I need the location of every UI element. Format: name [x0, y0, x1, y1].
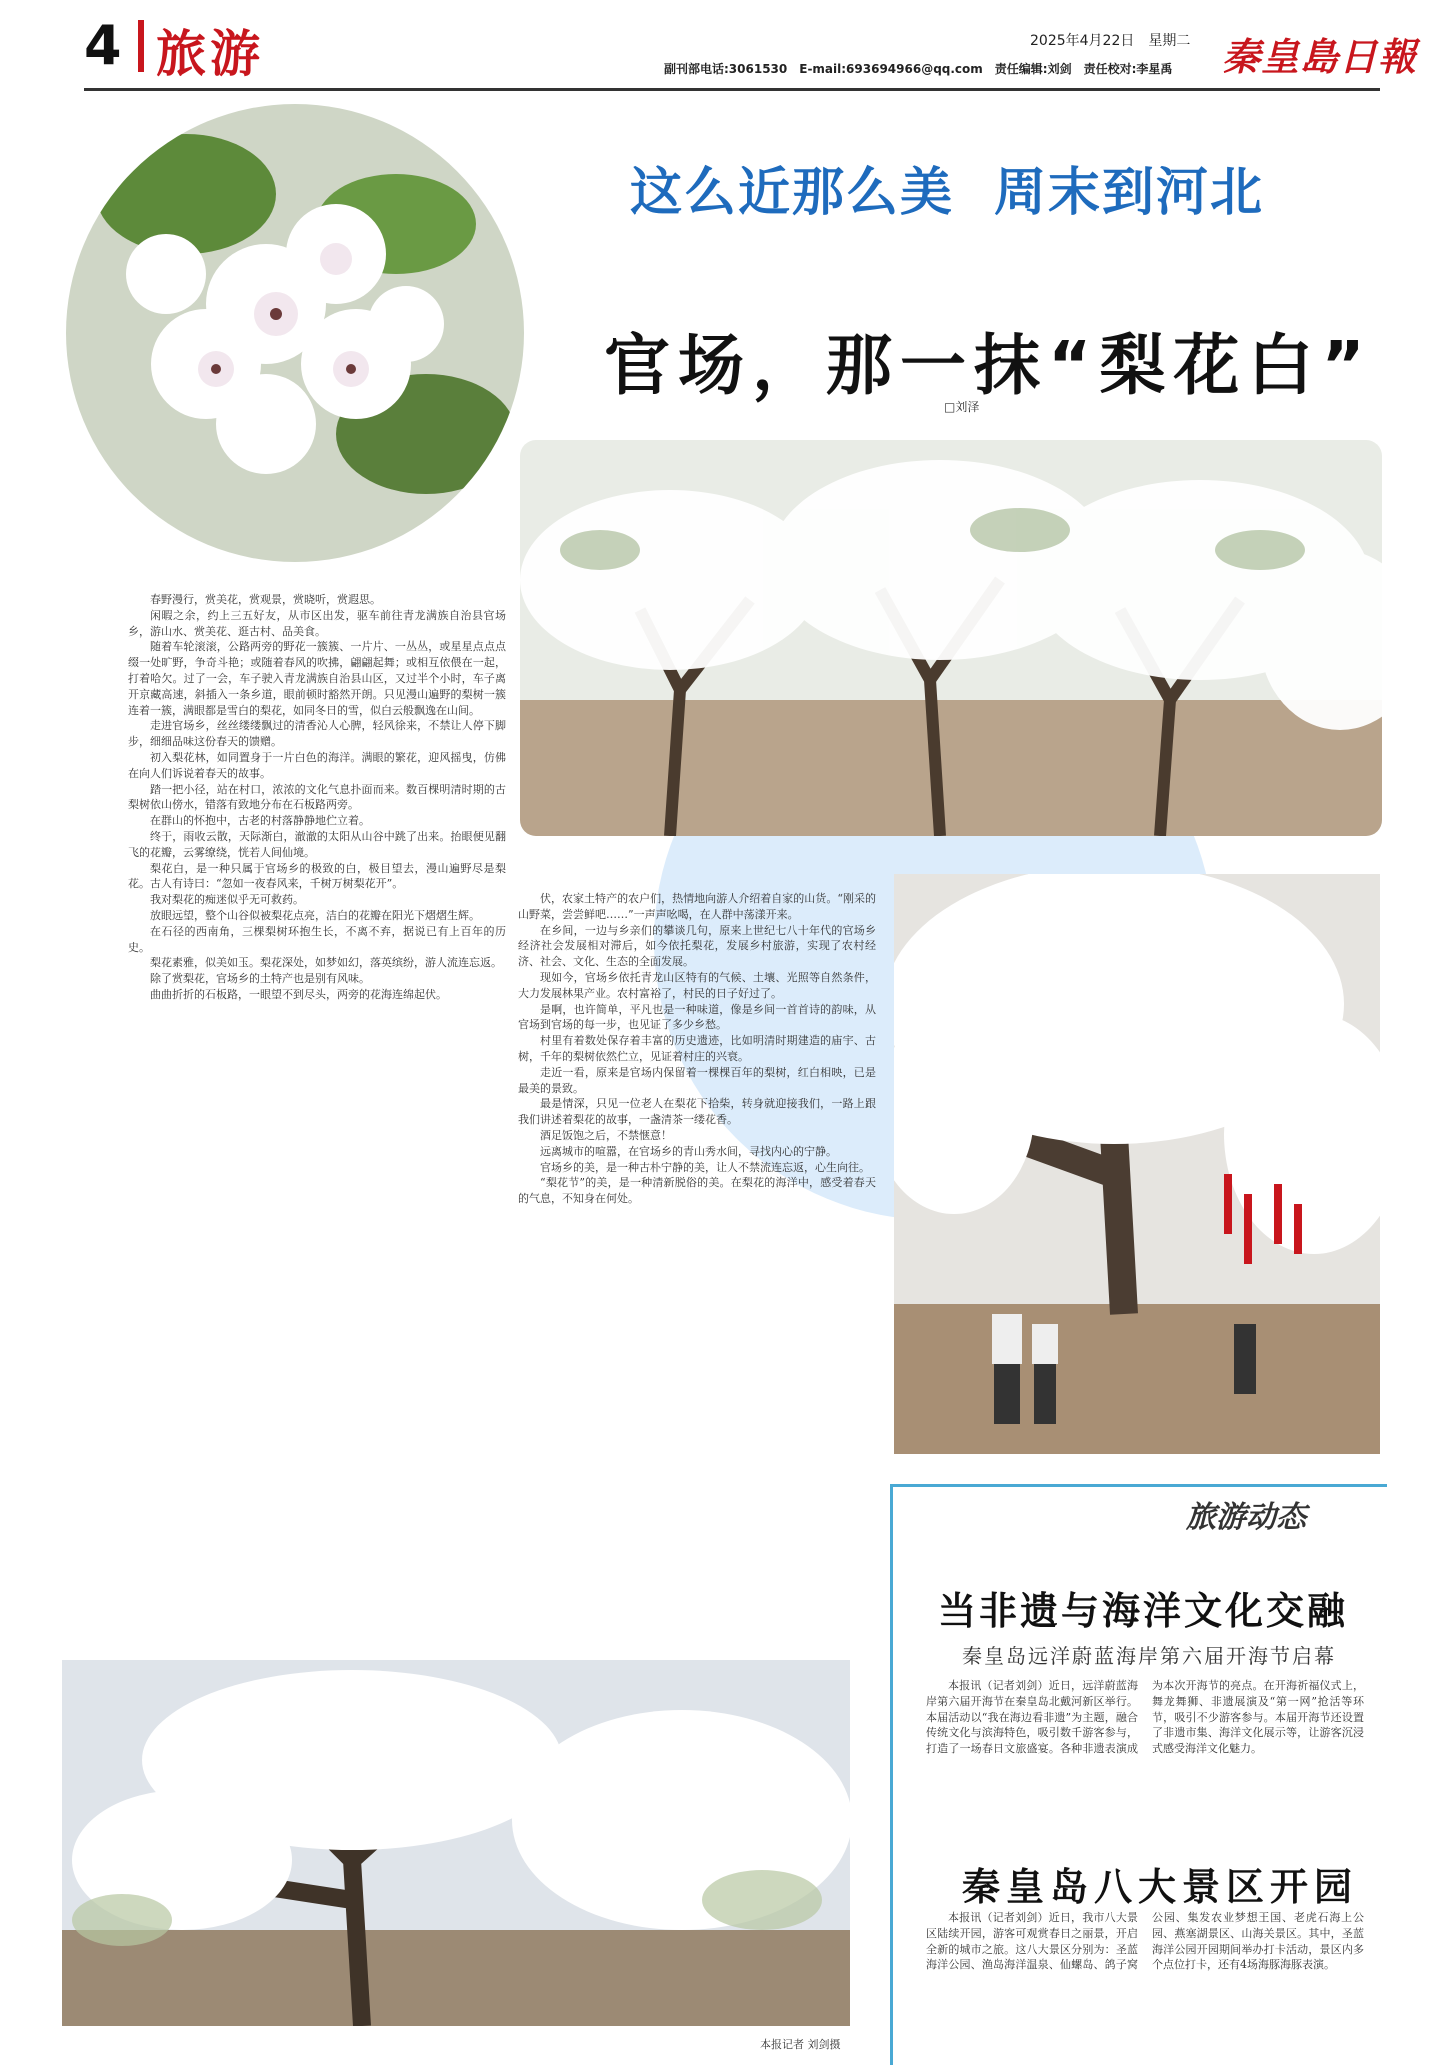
page-number-bar: [138, 20, 144, 72]
paragraph: 远离城市的喧嚣，在官场乡的青山秀水间，寻找内心的宁静。: [540, 1144, 837, 1158]
slogan-part-2: 周末到河北: [994, 162, 1265, 223]
paragraph: 随着车轮滚滚，公路两旁的野花一簇簇、一片片、一丛丛，或星星点点点缀一处旷野，争奇斗艳；或随着春风的吹拂，翩翩起舞；或相互依偎在一起，打着哈欠。过了一会，车子驶入青龙满族自治县山区，又过半个小时，车子离开京藏高速，斜插入一条乡道，眼前顿时豁然开朗。只见漫山遍野的梨树一簇连着一簇，满眼都是雪白的梨花，如同冬日的雪，似白云般飘逸在山间。: [128, 640, 506, 717]
date-line: 2025年4月22日 星期二: [1030, 33, 1191, 49]
paragraph: 在群山的怀抱中，古老的村落静静地伫立着。: [150, 814, 370, 828]
paragraph: “梨花节”的美，是一种清新脱俗的美。在梨花的海洋中，感受着春天的气息，不知身在何处。: [518, 1176, 876, 1206]
newspaper-masthead: 秦皇島日報: [1222, 34, 1418, 79]
article-body-column-2: [518, 891, 876, 1635]
news-1-subtitle: 秦皇岛远洋蔚蓝海岸第六届开海节启幕: [962, 1644, 1336, 1668]
paragraph: 闲暇之余，约上三五好友，从市区出发，驱车前往青龙满族自治县官场乡，游山水、赏美花、逛古村、品美食。: [128, 608, 506, 638]
paragraph: 除了赏梨花，官场乡的土特产也是别有风味。: [150, 972, 370, 986]
paragraph: 官场乡的美，是一种古朴宁静的美，让人不禁流连忘返，心生向往。: [540, 1160, 870, 1174]
section-title: 旅游: [156, 25, 264, 83]
paragraph: 终于，雨收云散，天际渐白，澈澈的太阳从山谷中跳了出来。抬眼便见翻飞的花瓣，云雾缭绕，恍若人间仙境。: [128, 829, 506, 859]
travel-news-label: 旅游动态: [1186, 1500, 1306, 1535]
header-rule: [84, 88, 1380, 91]
paragraph: 放眼远望，整个山谷似被梨花点亮，洁白的花瓣在阳光下熠熠生辉。: [150, 908, 480, 922]
editor-info-line: 副刊部电话:3061530 E-mail:693694966@qq.com 责任编辑:刘剑 责任校对:李星禹: [664, 62, 1173, 76]
paragraph: 在乡间，一边与乡亲们的攀谈几句，原来上世纪七八十年代的官场乡经济社会发展相对滞后，如今依托梨花，发展乡村旅游，实现了农村经济、社会、文化、生态的全面发展。: [518, 923, 876, 969]
pear-blossom-closeup-photo: [66, 104, 524, 562]
paragraph: 我对梨花的痴迷似乎无可救药。: [150, 893, 304, 907]
paragraph: 在石径的西南角，三棵梨树环抱生长，不离不弃，据说已有上百年的历史。: [128, 924, 506, 954]
news-2-title: 秦皇岛八大景区开园: [962, 1865, 1359, 1909]
paragraph: 伏，农家土特产的农户们，热情地向游人介绍着自家的山货。“刚采的山野菜，尝尝鲜吧……”一声声吆喝，在人群中荡漾开来。: [518, 892, 876, 921]
ancient-pear-tree-photo: [894, 874, 1380, 1454]
paragraph: 村里有着数处保存着丰富的历史遗迹，比如明清时期建造的庙宇、古树，千年的梨树依然伫立，见证着村庄的兴衰。: [518, 1034, 876, 1063]
news-1-title: 当非遗与海洋文化交融: [938, 1589, 1349, 1633]
paragraph: 踏一把小径，站在村口，浓浓的文化气息扑面而来。数百棵明清时期的古梨树依山傍水，错落有致地分布在石板路两旁。: [128, 782, 506, 812]
news-1-body: [926, 1678, 1364, 1860]
article-headline: 官场，那一抹“梨花白”: [604, 327, 1373, 404]
paragraph: 最是情深，只见一位老人在梨花下拾柴，转身就迎接我们，一路上跟我们讲述着梨花的故事，一盏清茶一缕花香。: [518, 1097, 876, 1127]
page-number: 4: [84, 14, 122, 77]
pear-blossom-hillside-photo: [62, 1660, 850, 2026]
paragraph: 梨花素雅，似美如玉。梨花深处，如梦如幻，落英缤纷，游人流连忘返。: [150, 956, 502, 970]
campaign-slogan: [630, 150, 1264, 225]
paragraph: 是啊，也许简单，平凡也是一种味道，像是乡间一首首诗的韵味，从官场到官场的每一步，也见证了多少乡愁。: [518, 1002, 876, 1032]
article-byline: □刘泽: [944, 400, 980, 414]
paragraph: 本报讯（记者刘剑）近日，我市八大景区陆续开园，游客可观赏春日之丽景，开启全新的城市之旅。这八大景区分别为：圣蓝海洋公园、渔岛海洋温泉、仙螺岛、鸽子窝公园、集发农业梦想王国、老虎石海上公园、燕塞湖景区、山海关景区。其中，圣蓝海洋公园开园期间举办打卡活动，景区内多个点位打卡，还有4场海豚海豚表演。: [926, 1911, 1364, 1972]
slogan-part-1: 这么近那么美: [630, 162, 955, 223]
article-body-column-1: [128, 592, 506, 1635]
paragraph: 现如今，官场乡依托青龙山区特有的气候、土壤、光照等自然条件，大力发展林果产业。农村富裕了，村民的日子好过了。: [518, 970, 876, 1000]
paragraph: 梨花白，是一种只属于官场乡的极致的白，极目望去，漫山遍野尽是梨花。古人有诗曰：“忽如一夜春风来，千树万树梨花开”。: [128, 861, 506, 891]
news-2-body: [926, 1910, 1364, 2058]
paragraph: 初入梨花林，如同置身于一片白色的海洋。满眼的繁花，迎风摇曳，仿佛在向人们诉说着春天的故事。: [128, 750, 506, 780]
paragraph: 曲曲折折的石板路，一眼望不到尽头，两旁的花海连绵起伏。: [150, 987, 447, 1001]
paragraph: 走近一看，原来是官场内保留着一棵棵百年的梨树，红白相映，已是最美的景致。: [518, 1065, 876, 1095]
paragraph: 酒足饭饱之后，不禁惬意！: [540, 1128, 672, 1142]
pear-orchard-photo: [520, 440, 1382, 836]
photo-caption: 本报记者 刘剑摄: [760, 2038, 841, 2051]
paragraph: 春野漫行，赏美花，赏观景，赏晓听，赏遐思。: [150, 593, 381, 606]
paragraph: 走进官场乡，丝丝缕缕飘过的清香沁人心脾，轻风徐来，不禁让人停下脚步，细细品味这份春天的馈赠。: [128, 719, 506, 749]
paragraph: 本报讯（记者刘剑）近日，远洋蔚蓝海岸第六届开海节在秦皇岛北戴河新区举行。本届活动以“我在海边看非遗”为主题，融合传统文化与滨海特色，吸引数千游客参与，打造了一场春日文旅盛宴。各种非遗表演成为本次开海节的亮点。在开海祈福仪式上，舞龙舞狮、非遗展演及“第一网”抢活等环节，吸引不少游客参与。本届开海节还设置了非遗市集、海洋文化展示等，让游客沉浸式感受海洋文化魅力。: [926, 1679, 1364, 1756]
